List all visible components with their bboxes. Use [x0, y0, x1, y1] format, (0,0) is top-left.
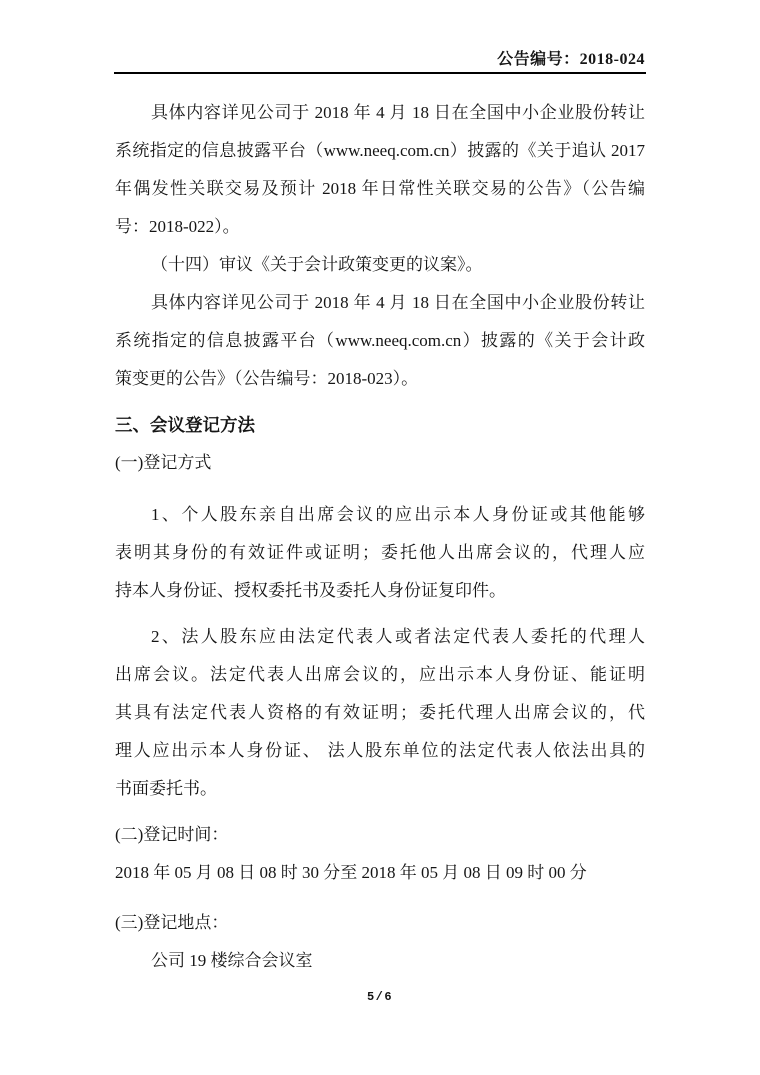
body-line: 2、法人股东应由法定代表人或者法定代表人委托的代理人	[151, 627, 645, 646]
body-line: 系统指定的信息披露平台（www.neeq.com.cn）披露的《关于会计政	[115, 331, 645, 350]
registration-place: 公司 19 楼综合会议室	[151, 951, 313, 970]
page-number: 5/6	[366, 990, 394, 1004]
body-line: 书面委托书。	[115, 779, 217, 798]
subsection-label: (一)登记方式	[115, 453, 212, 472]
body-line: 其具有法定代表人资格的有效证明；委托代理人出席会议的，代	[115, 703, 645, 722]
header-divider	[114, 72, 646, 74]
announcement-number: 公告编号：2018-024	[497, 51, 645, 68]
body-line: 号：2018-022）。	[115, 217, 240, 236]
body-line: 持本人身份证、授权委托书及委托人身份证复印件。	[115, 581, 506, 600]
body-line: 策变更的公告》（公告编号：2018-023）。	[115, 369, 419, 388]
body-line: 出席会议。法定代表人出席会议的，应出示本人身份证、能证明	[115, 665, 645, 684]
body-line: （十四）审议《关于会计政策变更的议案》。	[151, 255, 483, 274]
body-line: 年偶发性关联交易及预计 2018 年日常性关联交易的公告》（公告编	[115, 179, 645, 198]
registration-time: 2018 年 05 月 08 日 08 时 30 分至 2018 年 05 月 08 日 09 时 00 分	[115, 863, 587, 882]
body-line: 1、个人股东亲自出席会议的应出示本人身份证或其他能够	[151, 505, 645, 524]
subsection-label: (二)登记时间：	[115, 825, 229, 844]
body-line: 表明其身份的有效证件或证明；委托他人出席会议的，代理人应	[115, 543, 645, 562]
subsection-label: (三)登记地点：	[115, 913, 229, 932]
document-body	[115, 94, 645, 980]
body-line: 具体内容详见公司于 2018 年 4 月 18 日在全国中小企业股份转让	[151, 293, 645, 312]
body-line: 具体内容详见公司于 2018 年 4 月 18 日在全国中小企业股份转让	[151, 103, 645, 122]
section-heading: 三、会议登记方法	[115, 415, 255, 435]
body-line: 理人应出示本人身份证、 法人股东单位的法定代表人依法出具的	[115, 741, 645, 760]
body-line: 系统指定的信息披露平台（www.neeq.com.cn）披露的《关于追认 2017	[115, 141, 645, 160]
